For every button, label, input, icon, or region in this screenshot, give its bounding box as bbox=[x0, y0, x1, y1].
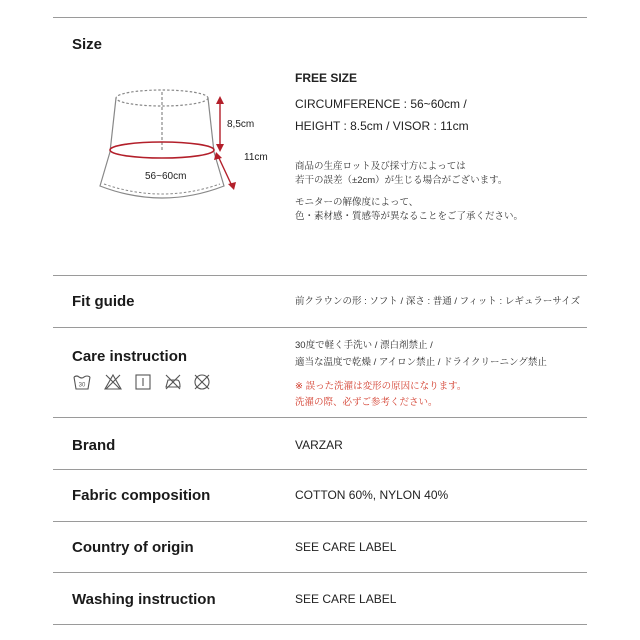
divider-bottom bbox=[53, 624, 587, 625]
size-line-1: CIRCUMFERENCE : 56~60cm / bbox=[295, 97, 467, 111]
care-line-2: 適当な温度で乾燥 / アイロン禁止 / ドライクリーニング禁止 bbox=[295, 357, 547, 368]
size-note-1b: 若干の誤差（±2cm）が生じる場合がございます。 bbox=[295, 175, 508, 186]
circumference-measure-label: 56~60cm bbox=[145, 171, 187, 182]
divider-fit bbox=[53, 327, 587, 328]
care-warning-2: 洗濯の際、必ずご参考ください。 bbox=[295, 397, 438, 408]
size-line-2: HEIGHT : 8.5cm / VISOR : 11cm bbox=[295, 119, 469, 133]
visor-arrow-top bbox=[214, 152, 222, 160]
divider-origin bbox=[53, 572, 587, 573]
divider-size bbox=[53, 275, 587, 276]
no-iron-icon bbox=[163, 372, 183, 392]
size-note-2b: 色・素材感・質感等が異なることをご了承ください。 bbox=[295, 211, 524, 222]
size-note-1a: 商品の生産ロット及び採寸方によっては bbox=[295, 161, 466, 172]
dry-icon bbox=[133, 372, 153, 392]
fit-guide-value: 前クラウンの形 : ソフト / 深さ : 普通 / フィット : レギュラーサイズ bbox=[295, 296, 581, 307]
fabric-composition-value: COTTON 60%, NYLON 40% bbox=[295, 488, 449, 502]
country-of-origin-label: Country of origin bbox=[72, 539, 194, 556]
wash-temp-text: 30 bbox=[78, 382, 86, 389]
size-note-2a: モニターの解像度によって、 bbox=[295, 197, 419, 208]
no-dry-clean-icon bbox=[192, 372, 212, 392]
size-label: Size bbox=[72, 36, 103, 53]
no-bleach-icon bbox=[103, 372, 123, 392]
divider-care bbox=[53, 417, 587, 418]
divider-brand bbox=[53, 469, 587, 470]
washing-instruction-value: SEE CARE LABEL bbox=[295, 592, 397, 606]
height-measure-label: 8,5cm bbox=[227, 119, 255, 130]
care-warning-1: ※ 誤った洗濯は変形の原因になります。 bbox=[295, 381, 467, 392]
visor-measure-label: 11cm bbox=[244, 152, 268, 163]
care-instruction-label: Care instruction bbox=[72, 348, 188, 365]
divider-top bbox=[53, 17, 587, 18]
hat-diagram bbox=[90, 78, 290, 208]
divider-fabric bbox=[53, 521, 587, 522]
washing-instruction-label: Washing instruction bbox=[72, 591, 216, 608]
visor-arrow-bottom bbox=[228, 182, 236, 190]
height-arrow-top bbox=[216, 96, 224, 104]
country-of-origin-value: SEE CARE LABEL bbox=[295, 540, 397, 554]
size-title: FREE SIZE bbox=[295, 71, 358, 85]
brand-label: Brand bbox=[72, 437, 116, 454]
fit-guide-label: Fit guide bbox=[72, 293, 135, 310]
height-arrow-bottom bbox=[216, 144, 224, 152]
care-line-1: 30度で軽く手洗い / 漂白剤禁止 / bbox=[295, 340, 433, 351]
fabric-composition-label: Fabric composition bbox=[72, 487, 211, 504]
hand-wash-30-icon bbox=[72, 372, 92, 392]
brand-value: VARZAR bbox=[295, 438, 343, 452]
